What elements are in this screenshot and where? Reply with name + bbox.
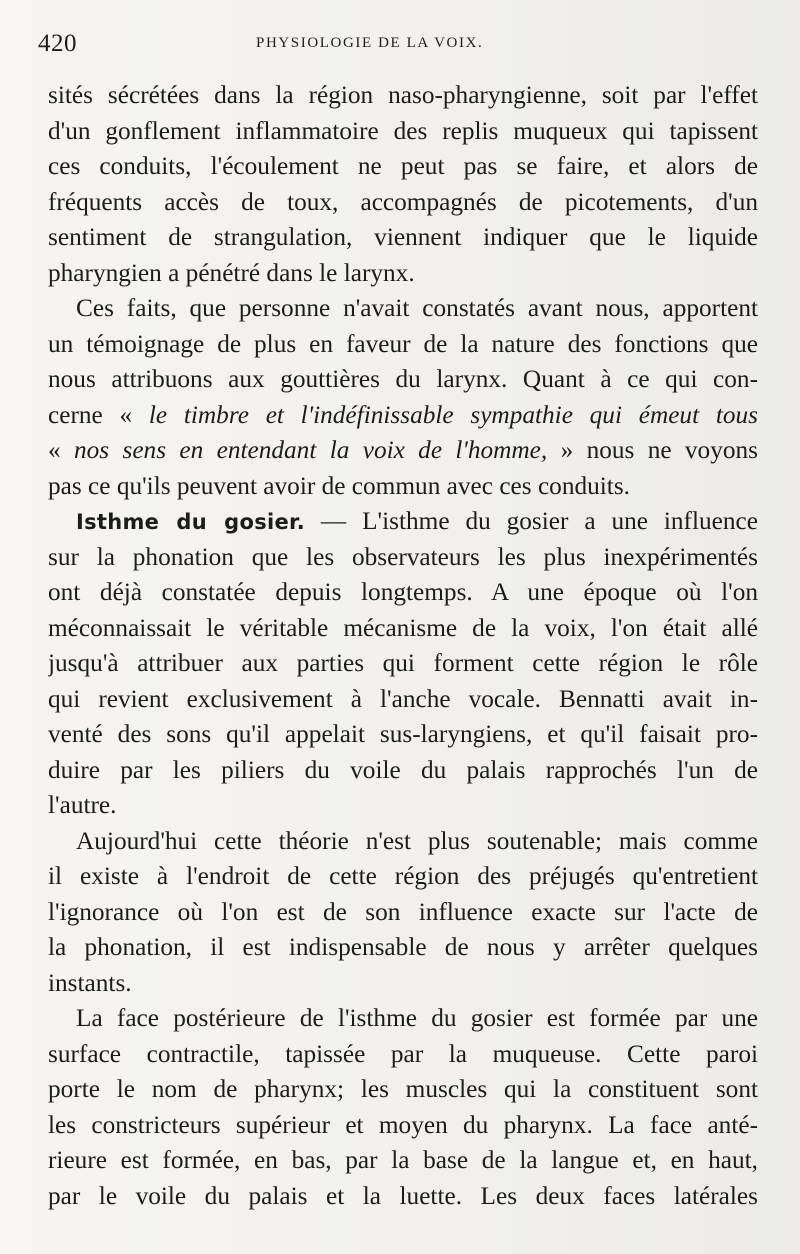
text-line: fréquents accès de toux, accompagnés de picotements, d'un xyxy=(48,187,758,216)
page-number: 420 xyxy=(38,30,77,57)
page-header xyxy=(38,30,762,64)
text-line: l'autre. xyxy=(48,791,117,819)
text-line: duire par les piliers du voile du palais rapprochés l'un de xyxy=(48,755,758,784)
text-line: ces conduits, l'écoulement ne peut pas se faire, et alors de xyxy=(48,152,758,180)
text-line: pharyngien a pénétré dans le larynx. xyxy=(48,258,415,287)
heading-continuation: — L'isthme du gosier a une influence xyxy=(320,507,758,535)
text-line: porte le nom de pharynx; les muscles qui la constituent sont xyxy=(48,1075,758,1103)
text-line: sentiment de strangulation, viennent indiquer que le liquide xyxy=(48,223,758,251)
quote-close-text: » nous ne voyons xyxy=(560,436,758,464)
text-line xyxy=(48,504,758,540)
text-line: d'un gonflement inflammatoire des replis muqueux qui tapissent xyxy=(48,116,758,145)
body-text xyxy=(48,78,758,1214)
quote-open: cerne « xyxy=(48,400,133,429)
text-line xyxy=(48,398,758,434)
quotation-italic: le timbre et l'indéfinissable sympathie qui émeut tous xyxy=(148,400,758,429)
text-line: sités sécrétées dans la région naso-pharyngienne, soit par l'effet xyxy=(48,81,758,109)
text-line: Aujourd'hui cette théorie n'est plus soutenable; mais comme xyxy=(76,826,758,855)
text-line: il existe à l'endroit de cette région des préjugés qu'entretient xyxy=(48,862,758,890)
quote-mark: « xyxy=(48,436,61,464)
text-line: sur la phonation que les observateurs les plus inexpérimentés xyxy=(48,542,758,571)
text-line: un témoignage de plus en faveur de la nature des fonctions que xyxy=(48,329,758,358)
text-line: ont déjà constatée depuis longtemps. A une époque où l'on xyxy=(48,578,758,606)
text-line: La face postérieure de l'isthme du gosier est formée par une xyxy=(76,1004,758,1032)
text-line: la phonation, il est indispensable de nous y arrêter quelques xyxy=(48,933,758,961)
text-line: l'ignorance où l'on est de son influence exacte sur l'acte de xyxy=(48,897,758,926)
text-line: qui revient exclusivement à l'anche vocale. Bennatti avait in- xyxy=(48,684,758,713)
text-line: instants. xyxy=(48,968,132,997)
text-line: Ces faits, que personne n'avait constatés avant nous, apportent xyxy=(76,294,758,322)
text-line: rieure est formée, en bas, par la base de la langue et, en haut, xyxy=(48,1146,758,1174)
text-line: par le voile du palais et la luette. Les deux faces latérales xyxy=(48,1181,758,1210)
text-line: méconnaissait le véritable mécanisme de la voix, l'on était allé xyxy=(48,613,758,642)
text-line xyxy=(48,433,758,469)
text-line: surface contractile, tapissée par la muqueuse. Cette paroi xyxy=(48,1039,758,1068)
text-line: pas ce qu'ils peuvent avoir de commun avec ces conduits. xyxy=(48,471,630,500)
text-line: nous attribuons aux gouttières du larynx. Quant à ce qui con- xyxy=(48,365,758,393)
text-line: venté des sons qu'il appelait sus-laryngiens, et qu'il faisait pro- xyxy=(48,720,758,748)
text-line: jusqu'à attribuer aux parties qui forment cette région le rôle xyxy=(48,649,758,677)
text-line: les constricteurs supérieur et moyen du pharynx. La face anté- xyxy=(48,1110,758,1139)
section-heading: Isthme du gosier. xyxy=(76,510,306,534)
quotation-italic: nos sens en entendant la voix de l'homme, xyxy=(74,436,548,464)
running-title: PHYSIOLOGIE DE LA VOIX. xyxy=(256,35,484,51)
